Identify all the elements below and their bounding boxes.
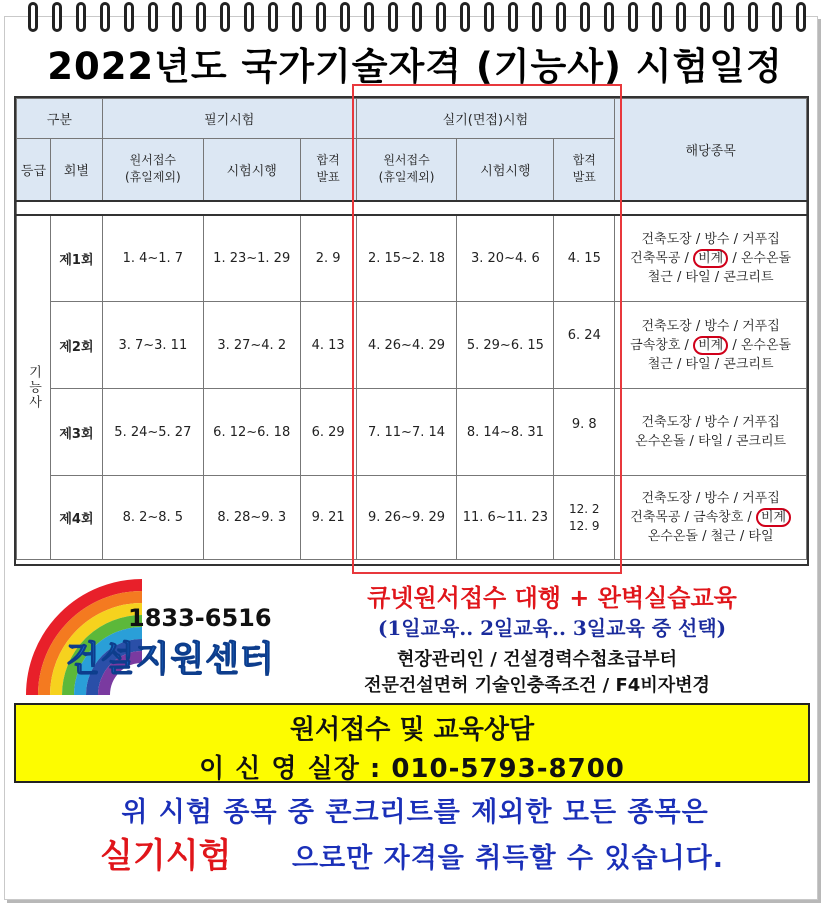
practical-result-cell: 6. 24 [554,302,615,389]
circled-item: 비계 [693,336,728,355]
table-row [17,389,807,476]
written-exam-cell: 1. 23~1. 29 [203,215,300,302]
practical-apply-cell: 4. 26~4. 29 [356,302,457,389]
header-items: 해당종목 [615,99,807,201]
practical-result-cell: 9. 8 [554,389,615,476]
header-practical-apply: 원서접수 (휴일제외) [356,139,457,201]
practical-apply-cell: 2. 15~2. 18 [356,215,457,302]
items-cell: 건축도장 / 방수 / 거푸집 금속창호 / 비계 / 온수온돌 철근 / 타일 / 콘크리트 [615,302,807,389]
items-cell: 건축도장 / 방수 / 거푸집 건축목공 / 금속창호 / 비계 온수온돌 / 철근 / 타일 [615,476,807,560]
table-row [17,302,807,389]
notice-line-2: 으로만 자격을 취득할 수 있습니다. [292,843,725,874]
practical-exam-cell: 3. 20~4. 6 [457,215,554,302]
table-row [17,215,807,302]
promo-course-options: (1일교육.. 2일교육.. 3일교육 중 선택) [377,616,727,640]
page-title: 2022년도 국가기술자격 (기능사) 시험일정 [47,45,783,88]
practical-exam-cell: 5. 29~6. 15 [457,302,554,389]
practical-result-cell: 4. 15 [554,215,615,302]
practical-result-cell: 12. 2 12. 9 [554,476,615,560]
practical-apply-cell: 9. 26~9. 29 [356,476,457,560]
header-practical-exam-date: 시험시행 [457,139,554,201]
written-result-cell: 6. 29 [300,389,356,476]
round-cell: 제4회 [50,476,102,560]
notice-emphasis: 실기시험 [100,836,232,876]
written-exam-cell: 6. 12~6. 18 [203,389,300,476]
written-apply-cell: 3. 7~3. 11 [102,302,203,389]
exam-schedule-table [14,96,809,566]
header-category: 구분 [17,99,103,139]
round-cell: 제3회 [50,389,102,476]
round-cell: 제2회 [50,302,102,389]
circled-item: 비계 [693,249,728,268]
round-cell: 제1회 [50,215,102,302]
written-result-cell: 9. 21 [300,476,356,560]
items-cell: 건축도장 / 방수 / 거푸집 건축목공 / 비계 / 온수온돌 철근 / 타일 / 콘크리트 [615,215,807,302]
contact-person: 이 신 영 실장 : 010-5793-8700 [199,754,625,784]
header-round: 회별 [50,139,102,201]
items-cell: 건축도장 / 방수 / 거푸집 온수온돌 / 타일 / 콘크리트 [615,389,807,476]
written-exam-cell: 3. 27~4. 2 [203,302,300,389]
spiral-binding [0,0,830,40]
practical-apply-cell: 7. 11~7. 14 [356,389,457,476]
promo-services-2: 전문건설면허 기술인충족조건 / F4비자변경 [364,675,710,696]
header-written-result: 합격 발표 [300,139,356,201]
notice-line-1: 위 시험 종목 중 콘크리트를 제외한 모든 종목은 [121,797,709,828]
header-written-exam-date: 시험시행 [203,139,300,201]
written-apply-cell: 5. 24~5. 27 [102,389,203,476]
written-result-cell: 4. 13 [300,302,356,389]
promo-services-1: 현장관리인 / 건설경력수첩초급부터 [397,649,677,670]
circled-item: 비계 [756,508,791,527]
contact-banner [14,703,810,783]
contact-title: 원서접수 및 교육상담 [289,715,535,745]
written-result-cell: 2. 9 [300,215,356,302]
written-exam-cell: 8. 28~9. 3 [203,476,300,560]
header-grade: 등급 [17,139,51,201]
header-practical-result: 합격 발표 [554,139,615,201]
practical-exam-cell: 11. 6~11. 23 [457,476,554,560]
written-apply-cell: 1. 4~1. 7 [102,215,203,302]
promo-headline: 큐넷원서접수 대행 + 완벽실습교육 [367,584,737,612]
practical-exam-cell: 8. 14~8. 31 [457,389,554,476]
center-name: 건설지원센터 [66,640,275,680]
written-apply-cell: 8. 2~8. 5 [102,476,203,560]
header-written-exam: 필기시험 [102,99,356,139]
grade-cell: 기능사 [17,215,51,560]
table-row [17,476,807,560]
header-written-apply: 원서접수 (휴일제외) [102,139,203,201]
header-practical-exam: 실기(면접)시험 [356,99,615,139]
phone-number: 1833-6516 [128,604,272,632]
